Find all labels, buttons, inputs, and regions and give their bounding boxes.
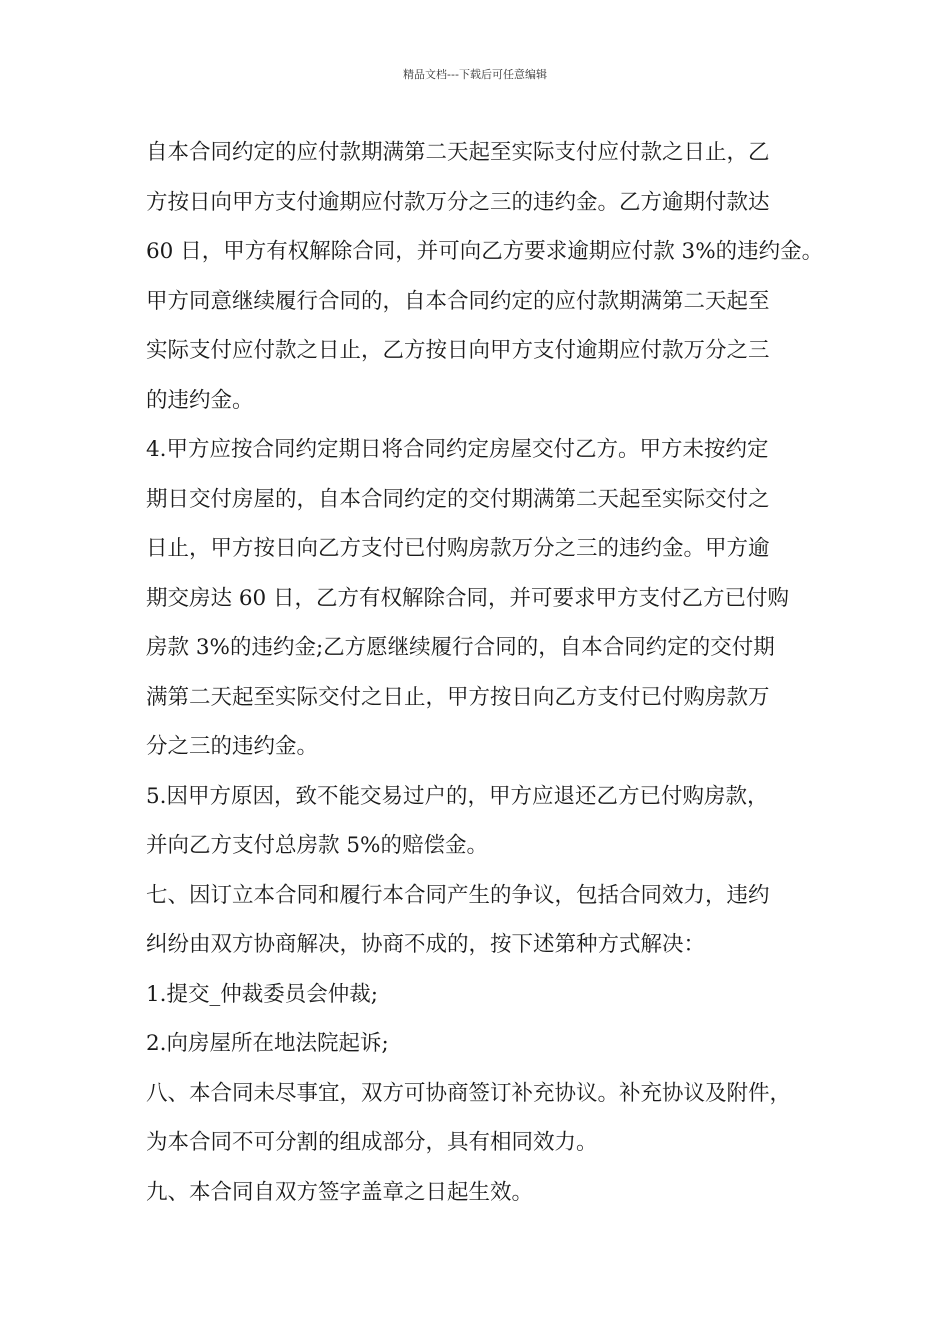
text-line: 期交房达 60 日，乙方有权解除合同，并可要求甲方支付乙方已付购 [146,585,790,611]
clause-4-line: 4.甲方应按合同约定期日将合同约定房屋交付乙方。甲方未按约定 [146,437,769,462]
text-line: 日止，甲方按日向乙方支付已付购房款万分之三的违约金。甲方逾 [146,536,770,561]
text-line: 为本合同不可分割的组成部分，具有相同效力。 [146,1130,598,1155]
option-2-line: 2.向房屋所在地法院起诉; [146,1031,389,1056]
text-line: 纠纷由双方协商解决，协商不成的，按下述第种方式解决： [146,932,706,957]
text-line: 方按日向甲方支付逾期应付款万分之三的违约金。乙方逾期付款达 [146,189,770,215]
contract-body [146,128,826,1217]
text-line: 实际支付应付款之日止，乙方按日向甲方支付逾期应付款万分之三 [146,338,770,363]
text-line: 满第二天起至实际交付之日止，甲方按日向乙方支付已付购房款万 [146,684,770,710]
option-1-line: 1.提交_仲裁委员会仲裁; [146,981,379,1007]
text-line: 甲方同意继续履行合同的，自本合同约定的应付款期满第二天起至 [146,288,770,314]
section-7-line: 七、因订立本合同和履行本合同产生的争议，包括合同效力，违约 [146,882,770,908]
text-line: 60 日，甲方有权解除合同，并可向乙方要求逾期应付款 3%的违约金。 [146,239,824,264]
text-line: 期日交付房屋的，自本合同约定的交付期满第二天起至实际交付之 [146,486,770,512]
clause-5-line: 5.因甲方原因，致不能交易过户的，甲方应退还乙方已付购房款， [146,783,769,809]
text-line: 房款 3%的违约金;乙方愿继续履行合同的，自本合同约定的交付期 [146,635,775,660]
text-line: 并向乙方支付总房款 5%的赔偿金。 [146,833,488,858]
text-line: 自本合同约定的应付款期满第二天起至实际支付应付款之日止，乙 [146,140,770,165]
text-line: 分之三的违约金。 [146,734,319,759]
section-9-line: 九、本合同自双方签字盖章之日起生效。 [146,1179,534,1205]
page-header: 精品文档---下载后可任意编辑 [403,68,547,81]
section-8-line: 八、本合同未尽事宜，双方可协商签订补充协议。补充协议及附件， [146,1080,792,1106]
text-line: 的违约金。 [146,387,254,413]
